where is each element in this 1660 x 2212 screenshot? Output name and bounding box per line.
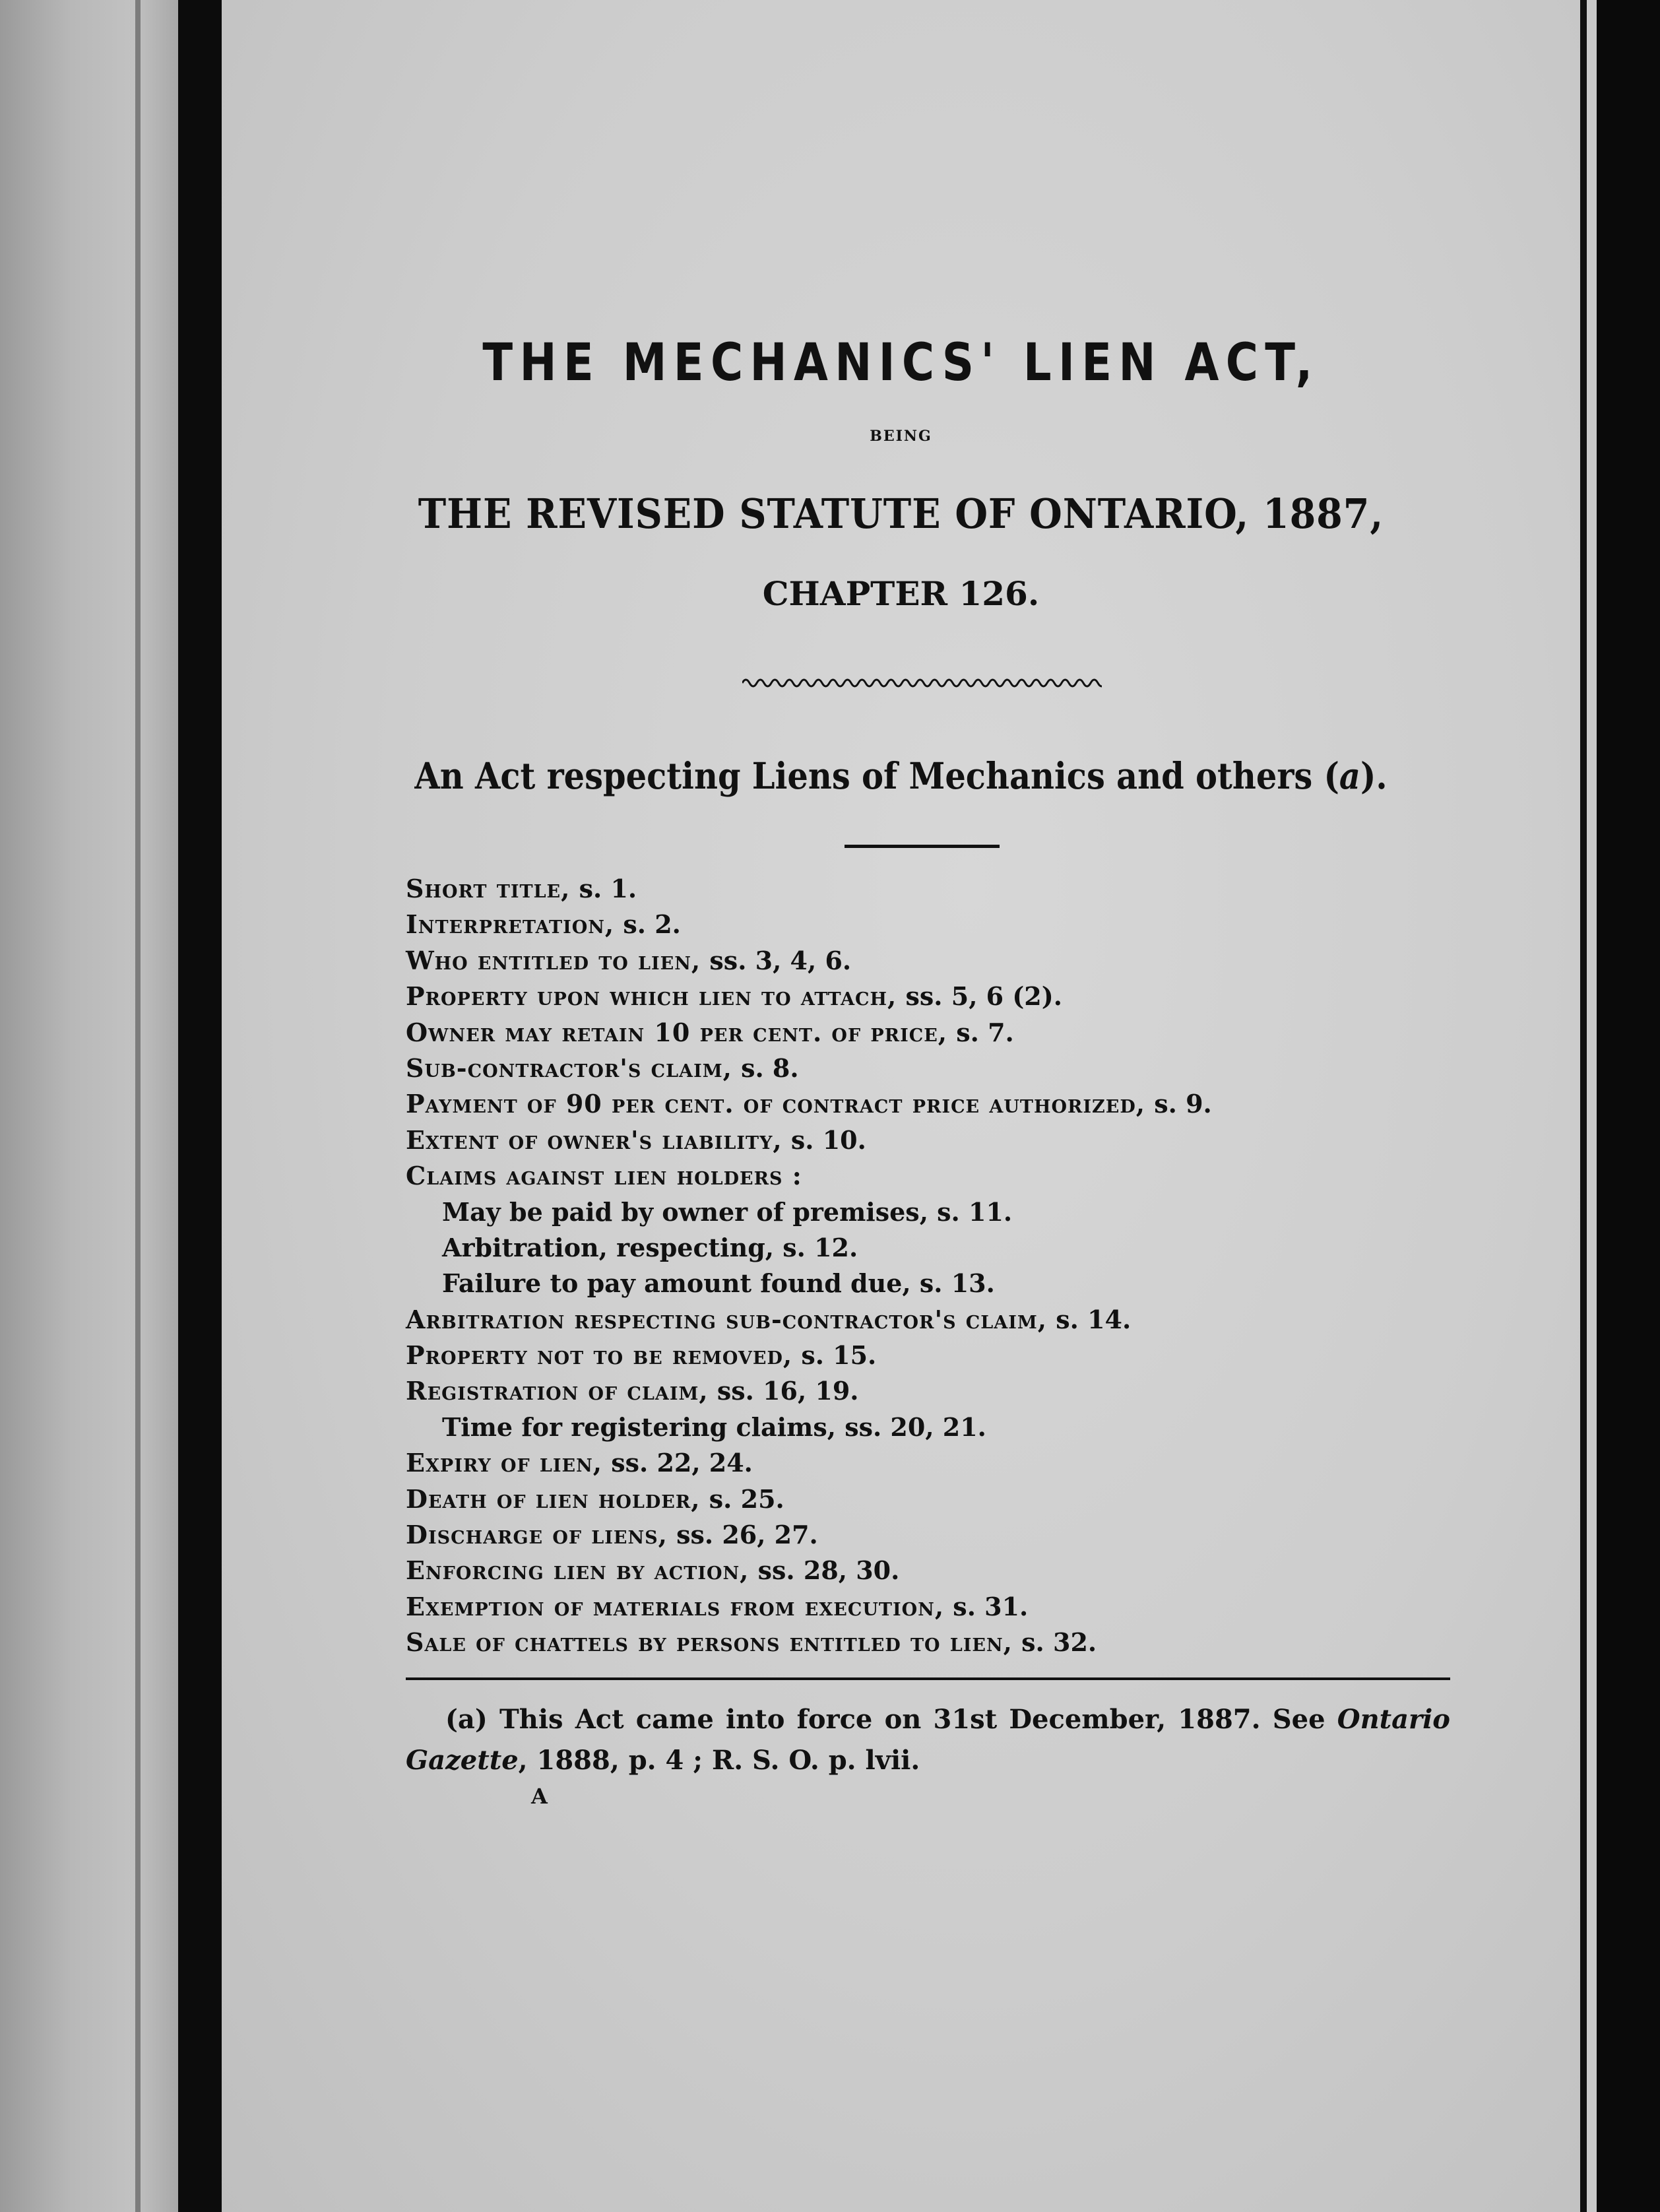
toc-entry-section: s. 1. (579, 874, 637, 903)
footnote-gazette: Ontario Gazette (406, 1704, 1450, 1776)
toc-entry (406, 1481, 1461, 1517)
toc-entry (406, 1266, 1461, 1301)
toc-entry-title: Arbitration, respecting, (442, 1232, 775, 1262)
toc-entry-section: s. 25. (709, 1483, 784, 1514)
toc-entry-title: Arbitration respecting sub-contractor's claim, (406, 1304, 1047, 1334)
toc-entry-title: Interpretation, (406, 909, 615, 940)
wavy-divider (742, 673, 1102, 693)
toc-entry-section: ss. 5, 6 (2). (905, 981, 1062, 1012)
toc-entry (406, 1445, 1461, 1481)
toc-entry (406, 1373, 1461, 1409)
toc-entry-title: Short title, (406, 874, 571, 903)
toc-entry (406, 1015, 1461, 1051)
previous-page-edge (0, 0, 178, 2212)
toc-entry-section: ss. 26, 27. (676, 1520, 818, 1550)
toc-entry-section: s. 13. (919, 1268, 995, 1299)
toc-entry-section: ss. 28, 30. (757, 1555, 900, 1586)
toc-entry-title: Time for registering claims, (442, 1412, 836, 1442)
statute-subtitle: THE REVISED STATUTE OF ONTARIO, 1887, (418, 490, 1384, 538)
toc-entry (406, 1553, 1461, 1588)
toc-entry-title: Sale of chattels by persons entitled to lien, (406, 1627, 1013, 1658)
toc-entry (406, 1086, 1461, 1122)
toc-entry-title: Who entitled to lien, (406, 945, 701, 975)
short-rule (845, 845, 1000, 848)
toc-entry-title: Extent of owner's liability, (406, 1124, 782, 1155)
toc-entry-section: s. 15. (801, 1340, 877, 1371)
footnote-reference-mark: a (1339, 754, 1361, 797)
toc-entry-section: s. 32. (1021, 1627, 1097, 1658)
toc-entry-section: s. 8. (741, 1053, 799, 1083)
toc-entry (406, 1517, 1461, 1553)
toc-entry (406, 1302, 1461, 1338)
toc-entry-section: ss. 3, 4, 6. (709, 945, 852, 975)
toc-entry (406, 1122, 1461, 1158)
toc-entry-title: Sub-contractor's claim, (406, 1053, 732, 1083)
toc-entry-title: Owner may retain 10 per cent. of price, (406, 1017, 948, 1047)
page-edge-shadow (1580, 0, 1587, 2212)
act-long-title (290, 754, 1512, 797)
toc-entry-title: Property not to be removed, (406, 1340, 793, 1371)
toc-entry (406, 1158, 1461, 1194)
toc-entry-section: s. 14. (1056, 1304, 1132, 1334)
toc-entry-section: ss. 22, 24. (611, 1448, 753, 1478)
previous-page-fold (135, 0, 141, 2212)
toc-entry (406, 1338, 1461, 1373)
toc-entry (406, 979, 1461, 1014)
toc-entry-title: Property upon which lien to attach, (406, 981, 897, 1012)
toc-entry-title: Enforcing lien by action, (406, 1555, 750, 1586)
footnote-marker: (a) (445, 1704, 488, 1735)
act-long-title-close: ). (1360, 754, 1388, 797)
toc-entry (406, 907, 1461, 942)
footnote-text: This Act came into force on 31st December, 1887. See (487, 1704, 1337, 1735)
toc-entry (406, 1194, 1461, 1230)
toc-entry-title: Exemption of materials from execution, (406, 1591, 945, 1621)
toc-entry-section: s. 2. (623, 909, 681, 940)
toc-entry-title: Expiry of lien, (406, 1448, 602, 1478)
toc-entry-title: Discharge of liens, (406, 1520, 668, 1550)
toc-entry-section: s. 10. (790, 1124, 866, 1155)
table-of-contents (406, 871, 1461, 1661)
toc-entry-section: s. 12. (782, 1232, 858, 1262)
toc-entry (406, 1230, 1461, 1266)
toc-entry-section: ss. 20, 21. (845, 1412, 986, 1442)
toc-entry (406, 1410, 1461, 1445)
toc-entry (406, 943, 1461, 979)
footnote-citation: , 1888, p. 4 ; R. S. O. p. lvii. (518, 1745, 920, 1776)
toc-entry-section: s. 31. (953, 1591, 1029, 1621)
act-long-title-text: An Act respecting Liens of Mechanics and others ( (414, 754, 1339, 797)
book-gutter (178, 0, 222, 2212)
toc-entry (406, 1051, 1461, 1086)
toc-entry-title: Failure to pay amount found due, (442, 1268, 911, 1299)
toc-entry (406, 1625, 1461, 1660)
toc-entry-section: ss. 16, 19. (717, 1376, 859, 1406)
act-title: THE MECHANICS' LIEN ACT, (482, 333, 1320, 393)
toc-entry-title: Registration of claim, (406, 1376, 709, 1406)
toc-entry-section: s. 11. (937, 1196, 1013, 1227)
toc-entry (406, 871, 1461, 907)
toc-entry (406, 1589, 1461, 1625)
footnote (406, 1699, 1450, 1781)
toc-entry-section: s. 7. (956, 1017, 1014, 1047)
being-label: BEING (870, 428, 932, 445)
toc-entry-title: Claims against lien holders : (406, 1161, 802, 1191)
signature-mark: A (531, 1784, 548, 1809)
toc-entry-title: May be paid by owner of premises, (442, 1196, 928, 1227)
chapter-heading: CHAPTER 126. (762, 574, 1040, 613)
toc-entry-title: Payment of 90 per cent. of contract price authorized, (406, 1089, 1145, 1119)
footnote-rule (406, 1677, 1450, 1680)
right-scan-border (1597, 0, 1660, 2212)
toc-entry-title: Death of lien holder, (406, 1483, 701, 1514)
toc-entry-section: s. 9. (1154, 1089, 1212, 1119)
